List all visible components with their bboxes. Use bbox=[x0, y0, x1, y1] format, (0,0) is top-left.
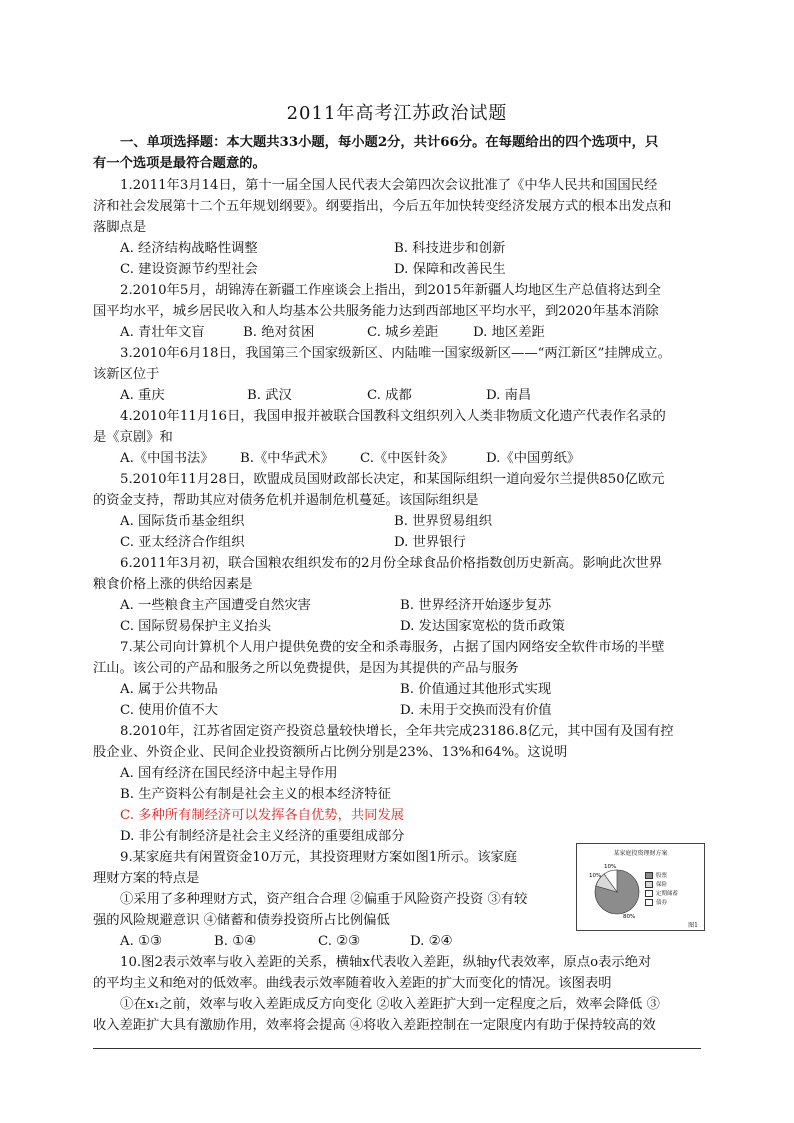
q5-option-d: D. 世界银行 bbox=[394, 535, 466, 550]
q6-option-a: A. 一些粮食主产国遭受自然灾害 bbox=[120, 598, 311, 613]
q3-stem-1: 3.2010年6月18日，我国第三个国家级新区、内陆唯一国家级新区——“两江新区”挂牌成立。 bbox=[120, 346, 671, 361]
q3-stem-2: 该新区位于 bbox=[93, 367, 160, 382]
q2-option-a: A. 青壮年文盲 bbox=[120, 325, 205, 340]
q7-option-d: D. 未用于交换而没有价值 bbox=[400, 703, 552, 718]
q10-stem-2: 的平均主义和绝对的低效率。曲线表示效率随着收入差距的扩大而变化的情况。该图表明 bbox=[93, 976, 612, 991]
q5-stem-2: 的资金支持，帮助其应对债务危机并遏制危机蔓延。该国际组织是 bbox=[93, 493, 479, 508]
q9-option-c: C. ②③ bbox=[318, 934, 360, 949]
q8-option-d: D. 非公有制经济是社会主义经济的重要组成部分 bbox=[120, 829, 405, 844]
figure-1-pie-svg bbox=[577, 844, 704, 930]
q7-option-a: A. 属于公共物品 bbox=[120, 682, 218, 697]
q9-stem-2: 理财方案的特点是 bbox=[93, 871, 200, 886]
q9-option-d: D. ②④ bbox=[410, 934, 453, 949]
pie-label-2: 10% bbox=[604, 864, 617, 870]
q9-stem-1: 9.某家庭共有闲置资金10万元，其投资理财方案如图1所示。该家庭 bbox=[120, 850, 518, 865]
q2-option-c: C. 城乡差距 bbox=[367, 325, 439, 340]
q8-option-a: A. 国有经济在国民经济中起主导作用 bbox=[120, 766, 338, 781]
q4-option-b: B.《中华武术》 bbox=[240, 451, 334, 466]
legend-item-1: 股票 bbox=[656, 873, 668, 879]
q2-option-b: B. 绝对贫困 bbox=[243, 325, 315, 340]
q1-option-c: C. 建设资源节约型社会 bbox=[120, 262, 258, 277]
q3-option-a: A. 重庆 bbox=[120, 388, 165, 403]
q6-option-d: D. 发达国家宽松的货币政策 bbox=[400, 619, 565, 634]
section-heading-line2: 有一个选项是最符合题意的。 bbox=[93, 156, 266, 171]
q7-option-b: B. 价值通过其他形式实现 bbox=[400, 682, 552, 697]
q6-option-b: B. 世界经济开始逐步复苏 bbox=[400, 598, 552, 613]
q6-stem-1: 6.2011年3月初，联合国粮农组织发布的2月份全球食品价格指数创历史新高。影响此次世界 bbox=[120, 556, 663, 571]
q5-option-c: C. 亚太经济合作组织 bbox=[120, 535, 245, 550]
q1-option-d: D. 保障和改善民生 bbox=[394, 262, 506, 277]
q1-stem-2: 济和社会发展第十二个五年规划纲要》。纲要指出，今后五年加快转变经济发展方式的根本出发点和 bbox=[93, 199, 672, 214]
q7-option-c: C. 使用价值不大 bbox=[120, 703, 218, 718]
q1-option-b: B. 科技进步和创新 bbox=[394, 241, 506, 256]
q10-stem-1: 10.图2表示效率与收入差距的关系，横轴x代表收入差距，纵轴y代表效率，原点o表示绝对 bbox=[120, 955, 652, 970]
q5-option-a: A. 国际货币基金组织 bbox=[120, 514, 245, 529]
q7-stem-1: 7.某公司向计算机个人用户提供免费的安全和杀毒服务，占据了国内网络安全软件市场的半壁 bbox=[120, 640, 665, 655]
q8-stem-1: 8.2010年，江苏省固定资产投资总量较快增长，全年共完成23186.8亿元，其中国有及国有控 bbox=[120, 724, 674, 739]
q4-stem-1: 4.2010年11月16日，我国申报并被联合国教科文组织列入人类非物质文化遗产代表作名录的 bbox=[120, 409, 666, 424]
q2-stem-1: 2.2010年5月，胡锦涛在新疆工作座谈会上指出，到2015年新疆人均地区生产总值将达到全 bbox=[120, 283, 661, 298]
q10-stem-4: 收入差距扩大具有激励作用，效率将会提高 ④将收入差距控制在一定限度内有助于保持较高的效 bbox=[93, 1018, 656, 1033]
q8-stem-2: 股企业、外资企业、民间企业投资额所占比例分别是23%、13%和64%。这说明 bbox=[93, 745, 568, 760]
q10-stem-3: ①在x₁之前，效率与收入差距成反方向变化 ②收入差距扩大到一定程度之后，效率会降低 ③ bbox=[120, 997, 660, 1012]
q5-stem-1: 5.2010年11月28日，欧盟成员国财政部长决定，和某国际组织一道向爱尔兰提供850亿欧元 bbox=[120, 472, 665, 487]
q3-option-d: D. 南昌 bbox=[486, 388, 532, 403]
q3-option-b: B. 武汉 bbox=[247, 388, 292, 403]
q9-stem-4: 强的风险规避意识 ④储蓄和债券投资所占比例偏低 bbox=[93, 913, 390, 928]
q2-option-d: D. 地区差距 bbox=[473, 325, 545, 340]
figure-1-caption: 图1 bbox=[688, 922, 698, 929]
q5-option-b: B. 世界贸易组织 bbox=[394, 514, 493, 529]
figure-1-legend bbox=[645, 872, 678, 908]
figure-1-title: 某家庭投资理财方案 bbox=[613, 850, 668, 857]
q4-option-a: A.《中国书法》 bbox=[120, 451, 214, 466]
q4-option-d: D.《中国剪纸》 bbox=[486, 451, 581, 466]
section-heading-line1: 一、单项选择题：本大题共33小题，每小题2分，共计66分。在每题给出的四个选项中，只 bbox=[120, 135, 659, 150]
legend-item-3: 定期储蓄 bbox=[656, 891, 679, 897]
q4-option-c: C.《中医针灸》 bbox=[360, 451, 454, 466]
q4-stem-2: 是《京剧》和 bbox=[93, 430, 173, 445]
q8-option-b: B. 生产资料公有制是社会主义的根本经济特征 bbox=[120, 787, 391, 802]
q7-stem-2: 江山。该公司的产品和服务之所以免费提供，是因为其提供的产品与服务 bbox=[93, 661, 519, 676]
q6-option-c: C. 国际贸易保护主义抬头 bbox=[120, 619, 272, 634]
legend-item-4: 债券 bbox=[656, 900, 668, 906]
q1-stem-3: 落脚点是 bbox=[93, 220, 147, 235]
footer-rule bbox=[93, 1048, 701, 1049]
q8-option-c-highlighted: C. 多种所有制经济可以发挥各自优势，共同发展 bbox=[120, 808, 405, 823]
q1-option-a: A. 经济结构战略性调整 bbox=[120, 241, 258, 256]
figure-1-pie bbox=[576, 843, 705, 931]
q3-option-c: C. 成都 bbox=[367, 388, 412, 403]
q1-stem-1: 1.2011年3月14日，第十一届全国人民代表大会第四次会议批准了《中华人民共和国国民经 bbox=[120, 178, 658, 193]
q9-option-b: B. ①④ bbox=[214, 934, 257, 949]
q9-option-a: A. ①③ bbox=[120, 934, 162, 949]
q6-stem-2: 粮食价格上涨的供给因素是 bbox=[93, 577, 253, 592]
page-title: 2011年高考江苏政治试题 bbox=[286, 103, 508, 124]
q9-stem-3: ①采用了多种理财方式，资产组合合理 ②偏重于风险资产投资 ③有较 bbox=[120, 892, 528, 907]
q2-stem-2: 国平均水平，城乡居民收入和人均基本公共服务能力达到西部地区平均水平，到2020年基本消除 bbox=[93, 304, 659, 319]
pie-label-3: 80% bbox=[623, 914, 636, 920]
legend-item-2: 保险 bbox=[656, 882, 668, 888]
pie-label-1: 10% bbox=[589, 873, 602, 879]
